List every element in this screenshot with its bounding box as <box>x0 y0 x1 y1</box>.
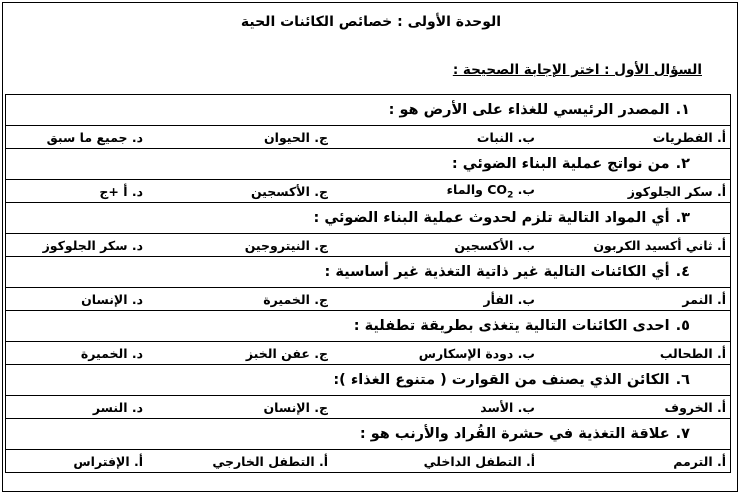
question-text: من نواتج عملية البناء الضوئي : <box>451 156 670 172</box>
question-number: ٤. <box>675 264 690 280</box>
answer-option[interactable]: ج. الحيوان <box>264 129 328 145</box>
question-number: ١. <box>675 102 690 118</box>
question-text: الكائن الذي يصنف من القوارت ( متنوع الغذاء ): <box>333 372 670 388</box>
answer-option[interactable]: د. الخميرة <box>80 345 143 361</box>
question-row <box>6 365 731 396</box>
options-cell <box>6 450 731 473</box>
question-cell <box>6 365 731 396</box>
answer-option[interactable]: ج. الإنسان <box>263 399 328 415</box>
answer-option[interactable]: د. سكر الجلوكوز <box>42 237 143 253</box>
answer-option[interactable]: ب. الفأر <box>483 291 535 307</box>
question-row <box>6 149 731 180</box>
question-cell <box>6 149 731 180</box>
options-cell <box>6 396 731 419</box>
question-cell <box>6 311 731 342</box>
question-row <box>6 257 731 288</box>
answer-option[interactable]: أ. سكر الجلوكوز <box>627 183 726 199</box>
question-row <box>6 311 731 342</box>
answer-option[interactable]: ج. النيتروجين <box>244 237 328 253</box>
answer-option[interactable]: أ. الترمم <box>673 453 726 469</box>
answer-option[interactable]: ب. الأكسجين <box>454 237 535 253</box>
question-cell <box>6 419 731 450</box>
question-text: أي الكائنات التالية غير ذاتية التغذية غير أساسية : <box>324 264 670 280</box>
answer-option[interactable]: د. النسر <box>92 399 143 415</box>
question-number: ٧. <box>675 426 690 442</box>
question-cell <box>6 203 731 234</box>
options-cell <box>6 180 731 203</box>
section-label: السؤال الأول : اختر الإجابة الصحيحة : <box>452 62 702 78</box>
options-row <box>6 288 731 311</box>
options-cell <box>6 342 731 365</box>
answer-option[interactable]: د. أ +ج <box>99 183 143 199</box>
answer-option[interactable]: ج. عفن الخبز <box>245 345 328 361</box>
question-row <box>6 95 731 126</box>
options-row <box>6 126 731 149</box>
options-cell <box>6 234 731 257</box>
question-number: ٥. <box>675 318 690 334</box>
answer-option[interactable]: أ. الفطريات <box>652 129 726 145</box>
answer-option[interactable]: أ. ثاني أكسيد الكربون <box>593 237 726 253</box>
question-number: ٣. <box>675 210 690 226</box>
answer-option[interactable]: أ. التطفل الداخلي <box>423 453 535 469</box>
unit-title: الوحدة الأولى : خصائص الكائنات الحية <box>240 14 502 30</box>
answer-option[interactable]: ب. النبات <box>476 129 535 145</box>
answer-option[interactable]: ج. الأكسجين <box>250 183 328 199</box>
answer-option[interactable]: أ. التطفل الخارجي <box>212 453 328 469</box>
answer-option[interactable]: ب. دودة الإسكارس <box>418 345 535 361</box>
answer-option[interactable]: د. جميع ما سبق <box>46 129 143 145</box>
answer-option[interactable]: أ. الإفتراس <box>73 453 143 469</box>
question-cell <box>6 257 731 288</box>
answer-option[interactable]: أ. الخروف <box>664 399 726 415</box>
options-cell <box>6 288 731 311</box>
answer-option[interactable]: د. الإنسان <box>81 291 143 307</box>
options-row <box>6 342 731 365</box>
options-row <box>6 180 731 203</box>
question-text: أي المواد التالية تلزم لحدوث عملية البناء الضوئي : <box>313 210 670 226</box>
options-row <box>6 396 731 419</box>
question-number: ٢. <box>675 156 690 172</box>
answer-option[interactable]: ب. الأسد <box>480 399 535 415</box>
question-row <box>6 203 731 234</box>
question-cell <box>6 95 731 126</box>
question-text: احدى الكائنات التالية يتغذى بطريقة تطفلية : <box>353 318 670 334</box>
question-number: ٦. <box>675 372 690 388</box>
options-cell <box>6 126 731 149</box>
answer-option[interactable]: ب. $CO_2$ والماء <box>446 181 535 201</box>
question-row <box>6 419 731 450</box>
options-row <box>6 234 731 257</box>
options-row <box>6 450 731 473</box>
questions-table <box>5 94 731 473</box>
answer-option[interactable]: ج. الخميرة <box>263 291 328 307</box>
answer-option[interactable]: أ. الطحالب <box>659 345 726 361</box>
answer-option[interactable]: أ. النمر <box>682 291 726 307</box>
question-text: المصدر الرئيسي للغذاء على الأرض هو : <box>388 102 670 118</box>
question-text: علاقة التغذية في حشرة القُراد والأرنب هو : <box>359 426 670 442</box>
